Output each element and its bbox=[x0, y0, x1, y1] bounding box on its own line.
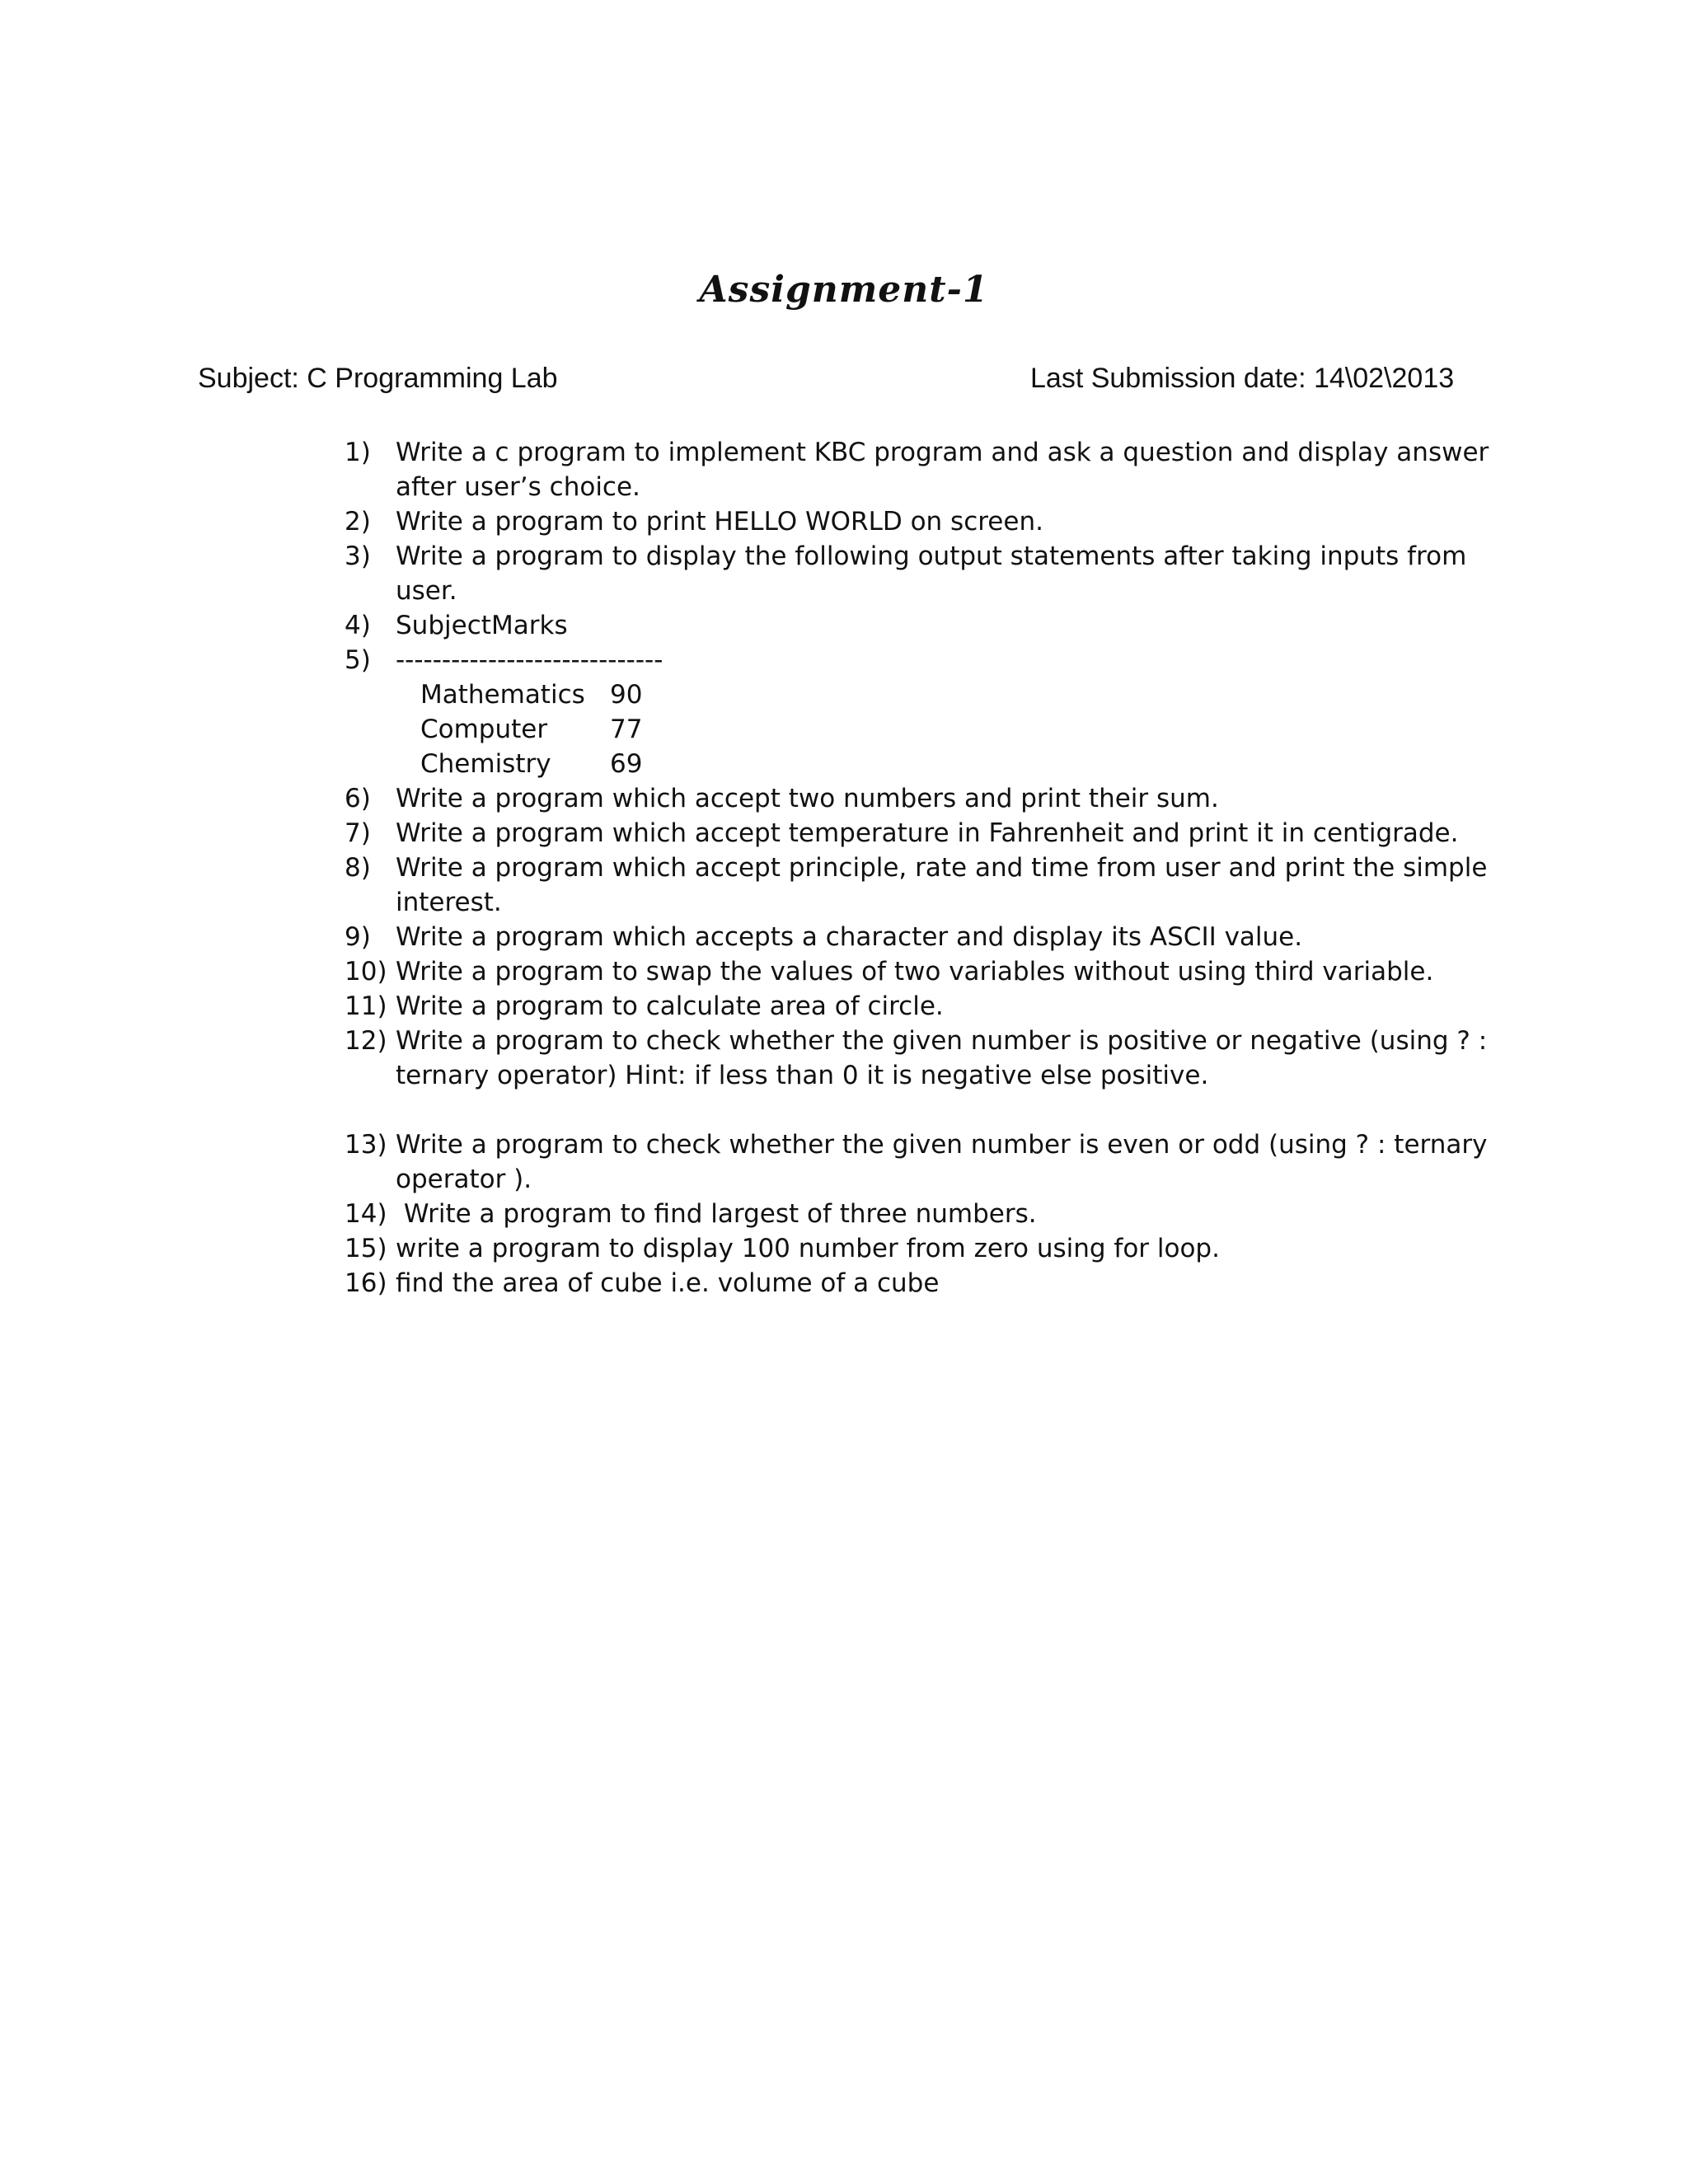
table-cell-marks: 77 bbox=[610, 715, 643, 744]
item-number: 5) bbox=[345, 645, 371, 675]
item-number: 9) bbox=[345, 922, 371, 952]
list-item bbox=[345, 1024, 1498, 1093]
table-cell-marks: 69 bbox=[610, 749, 643, 779]
table-header-subject: Subject bbox=[396, 611, 491, 640]
item-text: Write a program to check whether the given number is positive or negative (using ? : ternary operator) Hint: if less than 0 it is negative else positive. bbox=[396, 1026, 1488, 1090]
item-number: 13) bbox=[345, 1130, 387, 1160]
item-text: Write a program which accepts a character and display its ASCII value. bbox=[396, 922, 1303, 952]
table-header bbox=[396, 608, 1498, 643]
list-item bbox=[345, 539, 1498, 608]
list-item bbox=[345, 920, 1498, 954]
table-row bbox=[345, 677, 1498, 712]
list-item bbox=[345, 643, 1498, 677]
list-item bbox=[345, 989, 1498, 1024]
list-item bbox=[345, 816, 1498, 851]
table-row bbox=[345, 747, 1498, 781]
list-item bbox=[345, 608, 1498, 643]
item-text: Write a program which accept temperature in Fahrenheit and print it in centigrade. bbox=[396, 818, 1459, 848]
spacer bbox=[345, 1093, 1498, 1127]
list-item bbox=[345, 1231, 1498, 1266]
list-item bbox=[345, 851, 1498, 920]
list-item bbox=[345, 781, 1498, 816]
item-number: 16) bbox=[345, 1268, 387, 1298]
item-text: Write a program to calculate area of circle. bbox=[396, 991, 944, 1021]
item-text: Write a program which accept two numbers and print their sum. bbox=[396, 784, 1219, 813]
assignment-title: Assignment-1 bbox=[699, 269, 989, 311]
item-text: Write a program to find largest of three numbers. bbox=[396, 1199, 1037, 1229]
table-row bbox=[345, 712, 1498, 747]
table-cell-subject: Computer bbox=[420, 715, 548, 744]
item-number: 8) bbox=[345, 853, 371, 883]
question-list bbox=[345, 435, 1498, 1301]
list-item bbox=[345, 504, 1498, 539]
item-number: 10) bbox=[345, 957, 387, 987]
list-item bbox=[345, 954, 1498, 989]
item-text: Write a program which accept principle, rate and time from user and print the simple interest. bbox=[396, 853, 1488, 917]
item-text: Write a program to print HELLO WORLD on screen. bbox=[396, 507, 1043, 537]
table-cell-subject: Mathematics bbox=[420, 680, 585, 710]
table-header-marks: Marks bbox=[491, 611, 568, 640]
item-number: 15) bbox=[345, 1234, 387, 1263]
list-item bbox=[345, 1127, 1498, 1197]
item-text: Write a c program to implement KBC program and ask a question and display answer after user’s choice. bbox=[396, 438, 1489, 502]
item-number: 4) bbox=[345, 611, 371, 640]
table-divider: ----------------------------- bbox=[396, 645, 663, 675]
item-number: 3) bbox=[345, 541, 371, 571]
item-number: 14) bbox=[345, 1199, 387, 1229]
item-text: Write a program to display the following output statements after taking inputs from user. bbox=[396, 541, 1467, 606]
subject-label: Subject: C Programming Lab bbox=[198, 363, 558, 394]
list-item bbox=[345, 1266, 1498, 1301]
item-number: 6) bbox=[345, 784, 371, 813]
item-number: 11) bbox=[345, 991, 387, 1021]
table-cell-subject: Chemistry bbox=[420, 749, 551, 779]
item-text: write a program to display 100 number from zero using for loop. bbox=[396, 1234, 1220, 1263]
submission-date: Last Submission date: 14\02\2013 bbox=[1030, 363, 1455, 394]
table-cell-marks: 90 bbox=[610, 680, 643, 710]
item-number: 2) bbox=[345, 507, 371, 537]
item-number: 7) bbox=[345, 818, 371, 848]
item-text: find the area of cube i.e. volume of a cube bbox=[396, 1268, 940, 1298]
item-text: Write a program to swap the values of two variables without using third variable. bbox=[396, 957, 1434, 987]
item-number: 12) bbox=[345, 1026, 387, 1056]
item-text: Write a program to check whether the given number is even or odd (using ? : ternary operator ). bbox=[396, 1130, 1488, 1194]
item-number: 1) bbox=[345, 438, 371, 467]
list-item bbox=[345, 1197, 1498, 1231]
list-item bbox=[345, 435, 1498, 504]
